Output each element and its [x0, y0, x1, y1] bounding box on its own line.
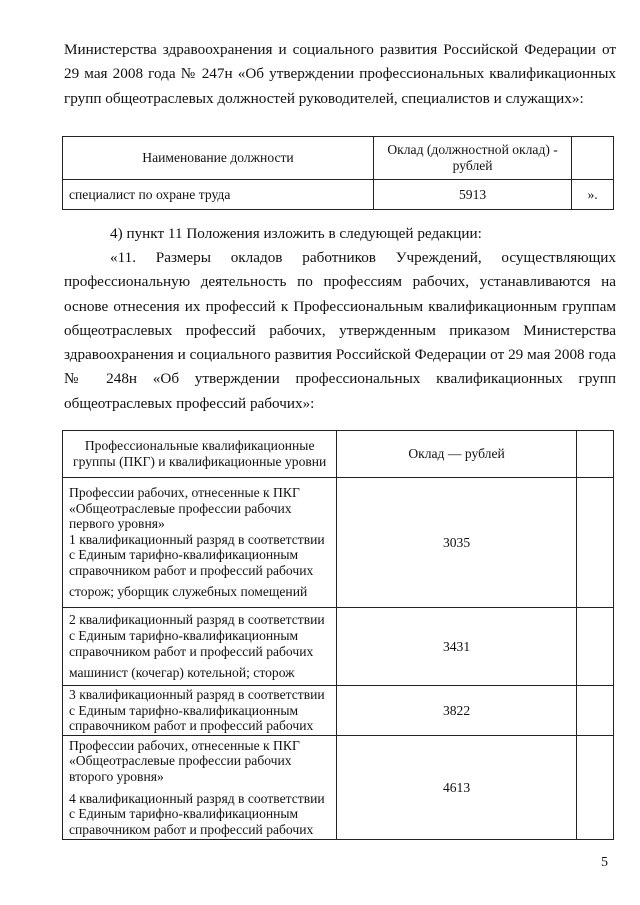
- cell-empty: [576, 736, 613, 840]
- header-empty-cell: [576, 431, 613, 478]
- cell-position: специалист по охране труда: [63, 180, 374, 210]
- cell-salary: 4613: [337, 736, 576, 840]
- table-row: [63, 686, 614, 736]
- cell-salary: 3822: [337, 686, 576, 736]
- cell-empty: [576, 686, 613, 736]
- cell-qualification-level: [63, 608, 337, 686]
- header-position-name: Наименование должности: [63, 137, 374, 180]
- group-title: Профессии рабочих, отнесенные к ПКГ «Общеотраслевые профессии рабочих первого уровня»: [69, 484, 300, 532]
- header-qualification-groups: Профессиональные квалификационные группы (ПКГ) и квалификационные уровни: [63, 431, 337, 478]
- table-row: [63, 736, 614, 840]
- header-salary: Оклад — рублей: [337, 431, 576, 478]
- header-empty-cell: [572, 137, 614, 180]
- cell-qualification-level: [63, 478, 337, 608]
- header-salary: Оклад (должностной оклад) - рублей: [373, 137, 571, 180]
- cell-salary: 3035: [337, 478, 576, 608]
- table-header-row: [63, 137, 614, 180]
- level-description: 4 квалификационный разряд в соответствии с Единым тарифно-квалификационным справочником работ и профессий рабочих: [69, 790, 325, 837]
- professions-list: машинист (кочегар) котельной; сторож: [69, 665, 295, 681]
- cell-qualification-level: [63, 736, 337, 840]
- table-row: [63, 478, 614, 608]
- group-title: Профессии рабочих, отнесенные к ПКГ «Общеотраслевые профессии рабочих второго уровня»: [69, 737, 300, 784]
- paragraph-point-11: «11. Размеры окладов работников Учреждений, осуществляющих профессиональную деятельность по профессиям рабочих, устанавливаются на основе отнесения их профессий к Профессиональным квалификационным группам общеотраслевых профессий рабочих, утвержденным приказом Министерства здравоохранения и социального развития Российской Федерации от 29 мая 2008 года № 248н «Об утверждении профессиональных квалификационных групп общеотраслевых профессий рабочих»:: [64, 249, 616, 412]
- table-row: [63, 608, 614, 686]
- level-description: 2 квалификационный разряд в соответствии с Единым тарифно-квалификационным справочником работ и профессий рабочих: [69, 612, 325, 659]
- cell-empty: [576, 608, 613, 686]
- level-description: 1 квалификационный разряд в соответствии с Единым тарифно-квалификационным справочником работ и профессий рабочих: [69, 531, 325, 578]
- cell-empty: [576, 478, 613, 608]
- paragraph-ministry-order-247n: Министерства здравоохранения и социального развития Российской Федерации от 29 мая 2008 года № 247н «Об утверждении профессиональных квалификационных групп общеотраслевых должностей руководителей, специалистов и служащих»:: [64, 41, 616, 107]
- table-worker-salaries: [62, 430, 614, 840]
- cell-salary: 3431: [337, 608, 576, 686]
- cell-salary: 5913: [373, 180, 571, 210]
- paragraph-item-4: 4) пункт 11 Положения изложить в следующей редакции:: [110, 225, 482, 242]
- page-number: 5: [601, 855, 608, 870]
- table-row: [63, 180, 614, 210]
- table-specialist-salary: [62, 136, 614, 210]
- professions-list: сторож; уборщик служебных помещений: [69, 584, 308, 600]
- cell-qualification-level: [63, 686, 337, 736]
- level-description: 3 квалификационный разряд в соответствии с Единым тарифно-квалификационным справочником работ и профессий рабочих: [69, 687, 325, 734]
- cell-closing-quote: ».: [572, 180, 614, 210]
- table-header-row: [63, 431, 614, 478]
